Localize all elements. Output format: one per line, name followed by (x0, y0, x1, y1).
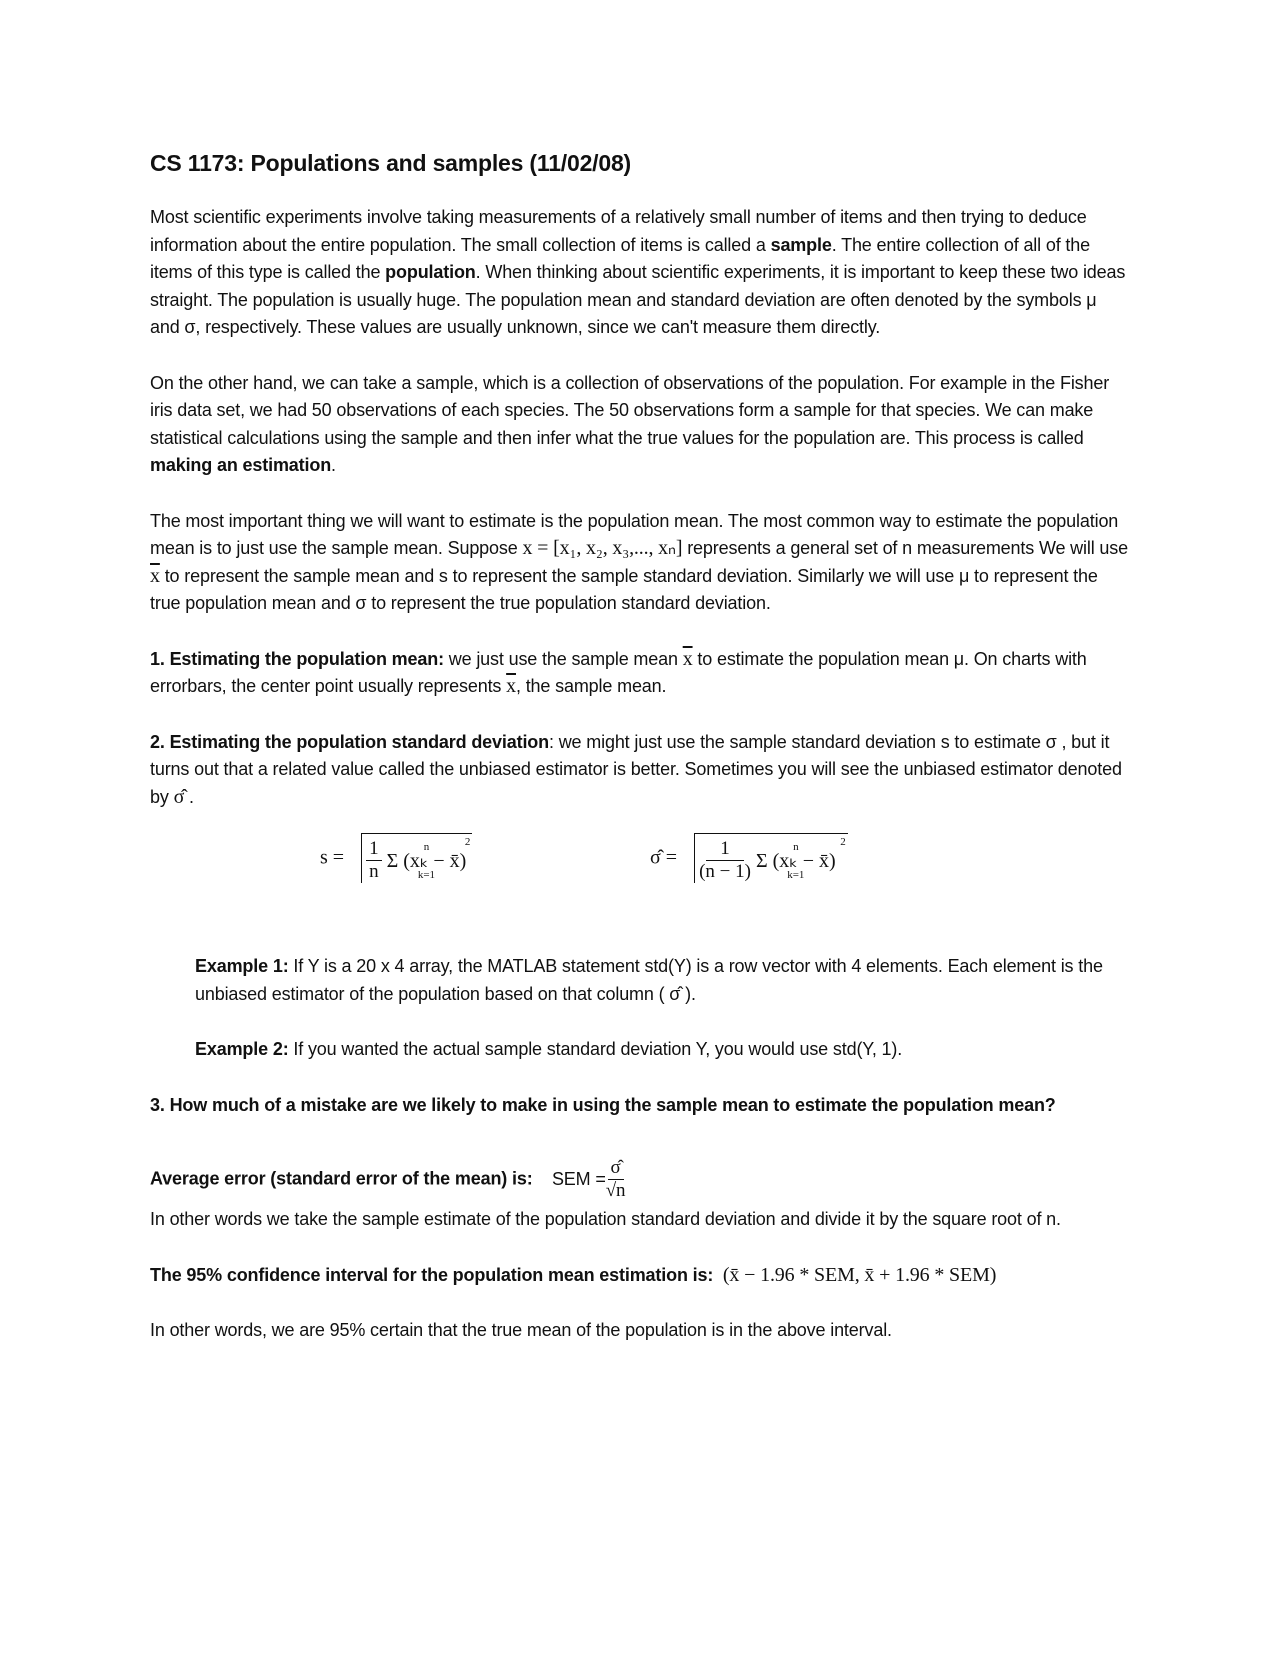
paragraph-sem-explained: In other words we take the sample estimate of the population standard deviation and divide it by the square root of n. (150, 1209, 1061, 1229)
confidence-interval-line: The 95% confidence interval for the population mean estimation is: (x̄ − 1.96 * SEM, x̄ + 1.96 * SEM) (150, 1263, 997, 1286)
item-estimating-mean: 1. Estimating the population mean: we just use the sample mean $\overline{x}$ to estimate the population mean μ. On charts with errorbars, the center point usually represents $\overline{x}$, the sample mean. (150, 647, 1087, 697)
formula-unbiased-sd: σ̂ = $\frac{1}{(n - 1)}$ n Σ (xₖ − x̄) k=1 2 (650, 833, 848, 883)
paragraph-populations: Most scientific experiments involve taking measurements of a relatively small number of items and then trying to deduce information about the entire population. The small collection of items is called a sample. The entire collection of all of the items of this type is called the population. When thinking about scientific experiments, it is important to keep these two ideas straight. The population is usually huge. The population mean and standard deviation are often denoted by the symbols μ and σ, respectively. These values are usually unknown, since we can't measure them directly. (150, 207, 1126, 337)
example-2: Example 2: If you wanted the actual sample standard deviation Y, you would use std(Y, 1). (195, 1039, 903, 1059)
document-page (150, 150, 1130, 1373)
sd-formulas (150, 833, 1130, 933)
item-mistake: 3. How much of a mistake are we likely to make in using the sample mean to estimate the population mean? (150, 1094, 1056, 1115)
xbar-symbol: $\overline{x}$ (150, 564, 160, 587)
sem-fraction: $\frac{\sigmâ}{√n}$ (605, 1157, 626, 1201)
paragraph-mean: The most important thing we will want to estimate is the population mean. The most common way to estimate the population mean is to just use the sample mean. Suppose x = [x₁, x₂, x₃,..., xₙ] represents a general set of n measurements We will use $\overline{x}$ to represent the sample mean and s to represent the sample standard deviation. Similarly we will use μ to represent the true population mean and σ to represent the true population standard deviation. (150, 510, 1128, 613)
page-title: CS 1173: Populations and samples (11/02/08) (150, 150, 631, 176)
sem-line: Average error (standard error of the mean) is: SEM = $\frac{\sigmâ}{√n}$ (150, 1157, 626, 1201)
paragraph-conclusion: In other words, we are 95% certain that the true mean of the population is in the above interval. (150, 1320, 892, 1340)
item-estimating-sd: 2. Estimating the population standard deviation: we might just use the sample standard deviation s to estimate σ , but it turns out that a related value called the unbiased estimator is better. Sometimes you will see the unbiased estimator denoted by σ̂ . (150, 731, 1122, 808)
formula-sample-sd: s = $\frac{1}{n}$ n Σ (xₖ − x̄) k=1 2 (320, 833, 472, 883)
example-1: Example 1: If Y is a 20 x 4 array, the MATLAB statement std(Y) is a row vector with 4 elements. Each element is the unbiased estimator of the population based on that column ( σ̂ ). (195, 956, 1103, 1004)
vector-formula: x = [x₁, x₂, x₃,..., xₙ] (522, 537, 683, 559)
paragraph-samples: On the other hand, we can take a sample, which is a collection of observations of the population. For example in the Fisher iris data set, we had 50 observations of each species. The 50 observations form a sample for that species. We can make statistical calculations using the sample and then infer what the true values for the population are. This process is called making an estimation. (150, 372, 1110, 475)
